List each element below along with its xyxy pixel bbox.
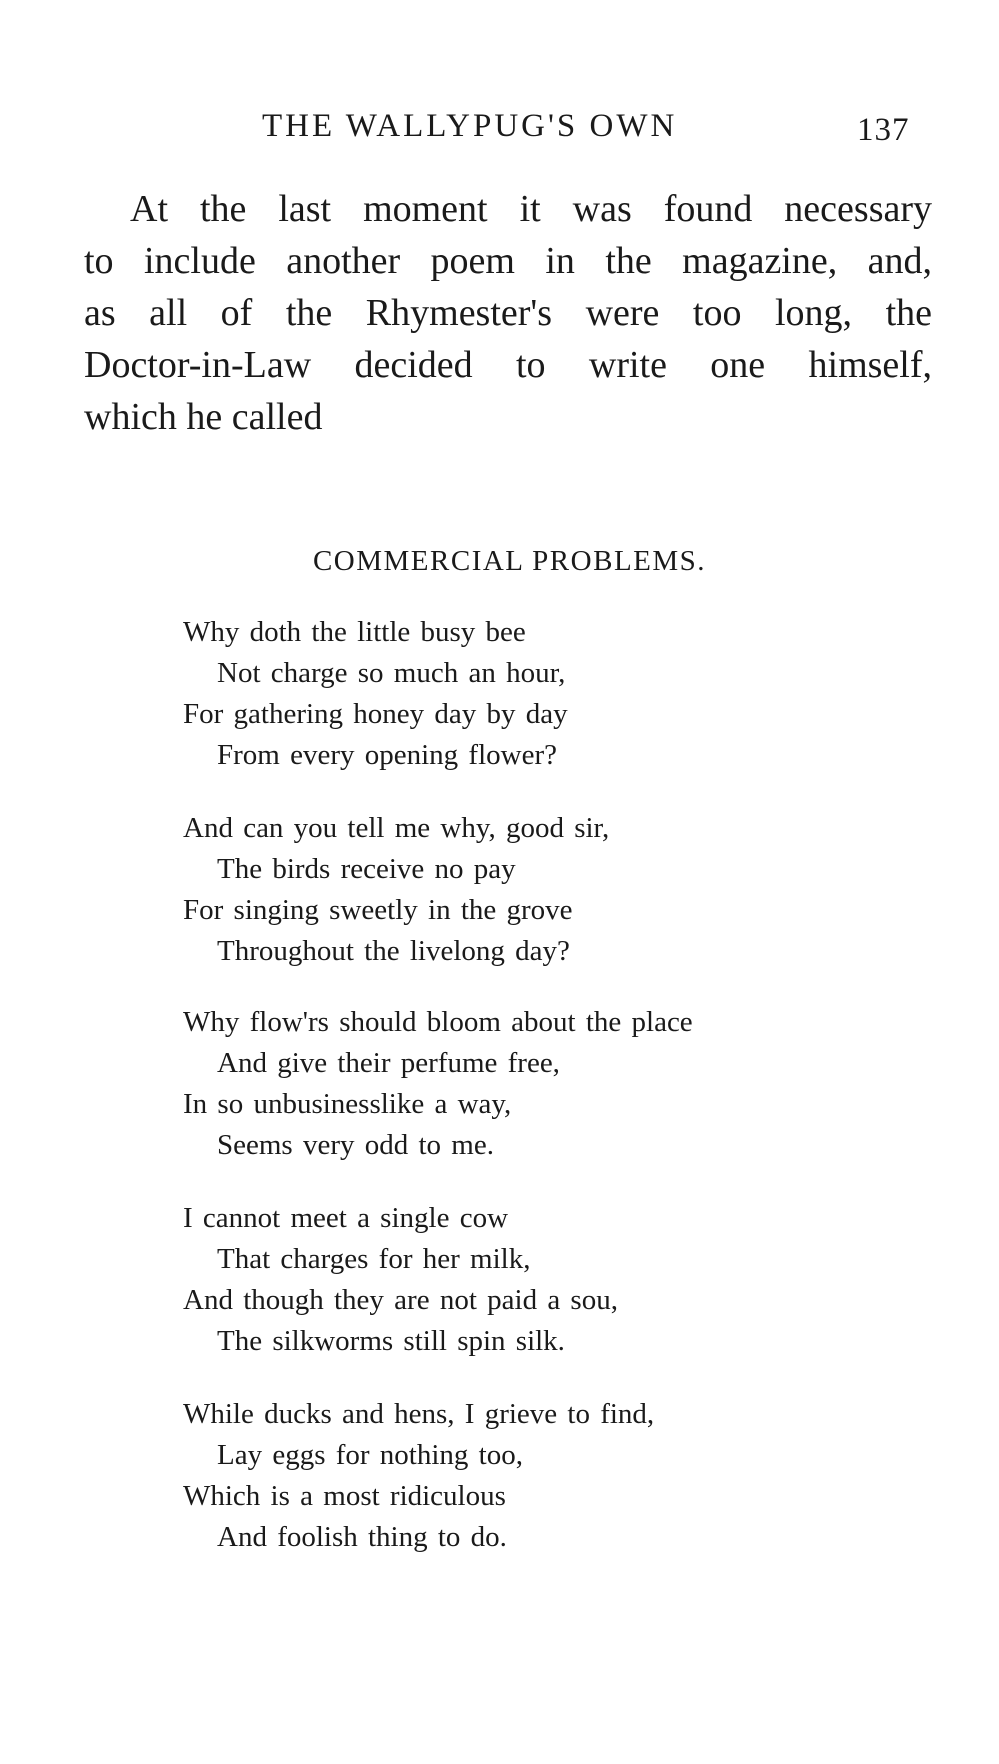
verse-line: And though they are not paid a sou, <box>183 1284 618 1316</box>
verse-line: Why doth the little busy bee <box>183 616 526 648</box>
intro-line: Doctor-in-Law decided to write one himself, <box>84 344 932 386</box>
verse-line: Throughout the livelong day? <box>217 935 570 967</box>
poem-title: COMMERCIAL PROBLEMS. <box>312 545 707 577</box>
poem-body <box>183 612 943 1590</box>
stanza <box>183 808 943 972</box>
stanza <box>183 1002 943 1166</box>
page-number: 137 <box>857 112 910 148</box>
intro-line: as all of the Rhymester's were too long, the <box>84 292 932 334</box>
verse-line: For gathering honey day by day <box>183 698 568 730</box>
verse-line: And can you tell me why, good sir, <box>183 812 610 844</box>
running-title: THE WALLYPUG'S OWN <box>262 108 678 144</box>
verse-line: And give their perfume free, <box>217 1047 560 1079</box>
intro-paragraph <box>84 183 932 443</box>
verse-line: The silkworms still spin silk. <box>217 1325 565 1357</box>
intro-line: to include another poem in the magazine, and, <box>84 240 932 282</box>
running-head <box>0 108 999 148</box>
stanza <box>183 1198 943 1362</box>
verse-line: From every opening flower? <box>217 739 557 771</box>
intro-line: which he called <box>84 396 323 438</box>
stanza <box>183 612 943 776</box>
verse-line: Not charge so much an hour, <box>217 657 566 689</box>
intro-line: At the last moment it was found necessary <box>130 188 932 230</box>
verse-line: And foolish thing to do. <box>217 1521 507 1553</box>
verse-line: While ducks and hens, I grieve to find, <box>183 1398 655 1430</box>
verse-line: In so unbusinesslike a way, <box>183 1088 512 1120</box>
verse-line: Lay eggs for nothing too, <box>217 1439 523 1471</box>
verse-line: Which is a most ridiculous <box>183 1480 506 1512</box>
verse-line: The birds receive no pay <box>217 853 516 885</box>
verse-line: Why flow'rs should bloom about the place <box>183 1006 693 1038</box>
verse-line: That charges for her milk, <box>217 1243 531 1275</box>
stanza <box>183 1394 943 1558</box>
verse-line: For singing sweetly in the grove <box>183 894 573 926</box>
verse-line: Seems very odd to me. <box>217 1129 494 1161</box>
verse-line: I cannot meet a single cow <box>183 1202 509 1234</box>
